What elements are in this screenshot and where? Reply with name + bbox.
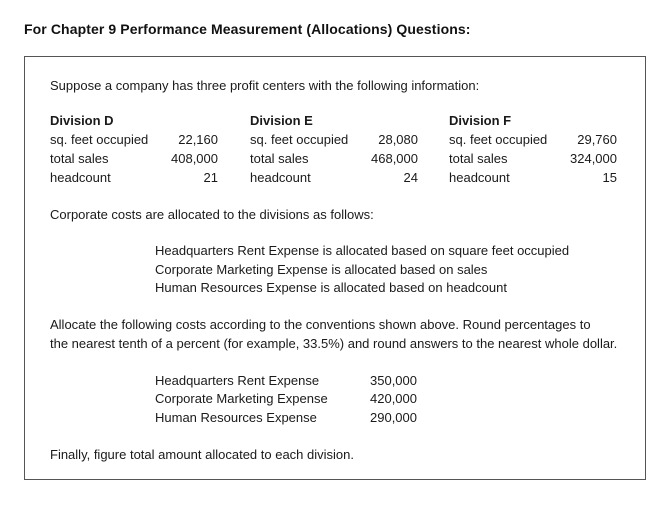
cost-value: 350,000 (370, 373, 417, 388)
division-f-title: Division F (449, 113, 512, 128)
instructions-line: Allocate the following costs according to the conventions shown above. Round percentages to (50, 317, 591, 332)
instructions-line: the nearest tenth of a percent (for example, 33.5%) and round answers to the nearest whole dollar. (50, 336, 618, 351)
division-d-sqft-value: 22,160 (178, 132, 218, 147)
page-title: For Chapter 9 Performance Measurement (Allocations) Questions: (24, 21, 471, 37)
division-d-sales-label: total sales (50, 151, 109, 166)
division-d-sales-value: 408,000 (171, 151, 218, 166)
allocation-intro-text: Corporate costs are allocated to the divisions as follows: (50, 207, 374, 222)
cost-value: 420,000 (370, 391, 417, 406)
allocation-rule: Corporate Marketing Expense is allocated based on sales (155, 262, 488, 277)
allocation-rule: Human Resources Expense is allocated based on headcount (155, 280, 507, 295)
division-d-title: Division D (50, 113, 114, 128)
division-e-headcount-label: headcount (250, 170, 311, 185)
division-e-sales-label: total sales (250, 151, 309, 166)
cost-value: 290,000 (370, 410, 417, 425)
division-e-sqft-label: sq. feet occupied (250, 132, 349, 147)
cost-label: Corporate Marketing Expense (155, 391, 328, 406)
division-f-sqft-label: sq. feet occupied (449, 132, 548, 147)
division-e-title: Division E (250, 113, 313, 128)
allocation-rule: Headquarters Rent Expense is allocated based on square feet occupied (155, 243, 570, 258)
division-d-headcount-value: 21 (203, 170, 218, 185)
division-f-sqft-value: 29,760 (577, 132, 617, 147)
question-box (24, 56, 646, 480)
division-d-headcount-label: headcount (50, 170, 111, 185)
division-d-sqft-label: sq. feet occupied (50, 132, 149, 147)
division-f-headcount-label: headcount (449, 170, 510, 185)
intro-text: Suppose a company has three profit centers with the following information: (50, 78, 480, 93)
division-e-headcount-value: 24 (403, 170, 418, 185)
division-e-sales-value: 468,000 (371, 151, 418, 166)
division-f-headcount-value: 15 (602, 170, 617, 185)
division-e-sqft-value: 28,080 (378, 132, 418, 147)
cost-label: Headquarters Rent Expense (155, 373, 320, 388)
final-instruction: Finally, figure total amount allocated to each division. (50, 447, 354, 462)
division-f-sales-value: 324,000 (570, 151, 617, 166)
division-f-sales-label: total sales (449, 151, 508, 166)
cost-label: Human Resources Expense (155, 410, 317, 425)
